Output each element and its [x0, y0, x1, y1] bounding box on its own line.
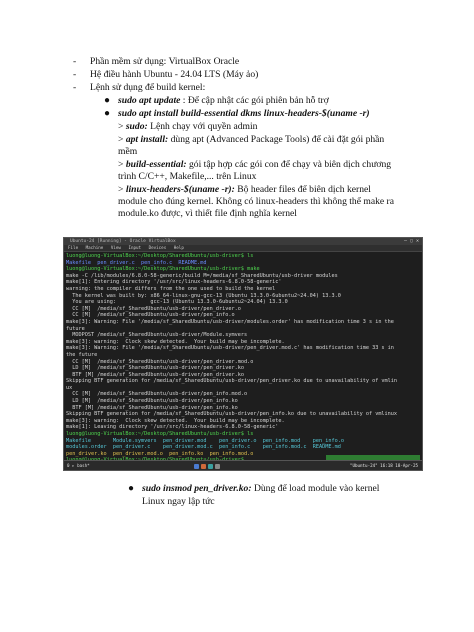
vm-window-titlebar	[64, 238, 422, 245]
terminal-line: make[3]: warning: Clock skew detected. Your build may be incomplete.	[66, 417, 285, 424]
terminal-line: warning: the compiler differs from the one used to build the kernel	[66, 285, 276, 292]
explain-build-essential	[118, 159, 391, 171]
arrow-marker: >	[118, 121, 124, 132]
terminal-line: LD [M] /media/sf_SharedUbuntu/usb-driver/pen_info.ko	[66, 398, 238, 405]
terminal-line: luong@luong-VirtualBox:~/Desktop/SharedUbuntu/usb-driver$ ls	[66, 431, 254, 438]
taskbar-icons	[194, 463, 222, 468]
terminal-line: luong@luong-VirtualBox:~/Desktop/SharedUbuntu/usb-driver$ ls	[66, 253, 254, 259]
explain-linux-headers-cont2: module.ko được, vì thiết file định nghĩa kernel	[118, 208, 297, 219]
terminal-line: make[3]: warning: Clock skew detected. Your build may be incomplete.	[66, 338, 285, 345]
terminal-line: The kernel was built by: x86_64-linux-gnu-gcc-13 (Ubuntu 13.3.0-6ubuntu2~24.04) 13.3.0	[66, 292, 341, 299]
terminal-line: Makefile pen_driver.c pen_info.c README.md	[66, 259, 207, 266]
vm-window-title: Ubuntu-24 [Running] - Oracle VirtualBox	[70, 239, 176, 244]
terminal-line: make -C /lib/modules/6.8.0-58-generic/build M=/media/sf_SharedUbuntu/usb-driver modules	[66, 272, 338, 279]
list-item-os: Hệ điều hành Ubuntu - 24.04 LTS (Máy ảo)	[90, 69, 259, 80]
command-insmod-code: sudo insmod pen_driver.ko:	[142, 483, 252, 494]
command-apt-update	[118, 95, 329, 107]
command-insmod-cont: Linux ngay lập tức	[142, 496, 215, 507]
terminal-screenshot	[63, 237, 423, 471]
tmux-window-label: 0 ▸ bash*	[67, 463, 90, 468]
explain-build-essential-term: build-essential:	[125, 159, 187, 170]
terminal-line: make[3]: Warning: File '/media/sf_SharedUbuntu/usb-driver/pen_driver.mod.c' has modification time 33 s in	[66, 345, 394, 352]
list-dash: -	[73, 69, 77, 80]
app-icon[interactable]	[194, 464, 199, 469]
explain-sudo-term: sudo:	[125, 121, 148, 132]
menu-view[interactable]: View	[110, 245, 121, 250]
explain-sudo	[118, 121, 257, 133]
terminal-line: LD [M] /media/sf_SharedUbuntu/usb-driver/pen_driver.ko	[66, 365, 245, 372]
terminal-line: make[3]: Warning: File '/media/sf_SharedUbuntu/usb-driver/modules.order' has modification time 3 s in the	[66, 318, 394, 325]
terminal-line: modules.order pen_driver.c pen_driver.mod.c pen_info.c pen_info.mod.c README.md	[66, 444, 341, 451]
explain-linux-headers	[118, 184, 371, 196]
tmux-clock: "Ubuntu-24" 16:18 18-Apr-25	[349, 463, 418, 468]
explain-apt-install	[118, 134, 384, 146]
terminal-line: MODPOST /media/sf_SharedUbuntu/usb-driver/Module.symvers	[66, 332, 248, 339]
app-icon[interactable]	[208, 464, 213, 469]
terminal-line: CC [M] /media/sf_SharedUbuntu/usb-driver/pen_info.o	[66, 312, 235, 319]
arrow-marker: >	[118, 159, 124, 170]
explain-linux-headers-text: Bộ header files để biên dịch kernel	[234, 184, 371, 195]
terminal-line: CC [M] /media/sf_SharedUbuntu/usb-driver/pen_info.mod.o	[66, 391, 248, 398]
command-insmod	[142, 483, 379, 495]
window-controls-icon[interactable]: — ▢ ✕	[403, 238, 419, 244]
arrow-marker: >	[118, 134, 124, 145]
terminal-line: ux	[66, 384, 73, 391]
list-dash: -	[73, 82, 77, 93]
terminal-line: You are using: gcc-13 (Ubuntu 13.3.0-6ubuntu2~24.04) 13.3.0	[66, 299, 288, 306]
menu-file[interactable]: File	[68, 245, 79, 250]
terminal-line: Makefile Module.symvers pen_driver.mod pen_driver.o pen_info.mod pen_info.o	[66, 437, 344, 444]
bullet-dot: ●	[128, 483, 135, 494]
list-dash: -	[73, 56, 77, 67]
explain-apt-install-cont: mềm	[118, 146, 138, 157]
list-item-software: Phần mềm sử dụng: VirtualBox Oracle	[90, 56, 240, 67]
explain-build-essential-text: gói tập hợp các gói con để chạy và biên dịch chương	[186, 159, 392, 170]
menu-help[interactable]: Help	[173, 245, 184, 250]
terminal-line: future	[66, 325, 85, 332]
command-apt-update-desc: : Để cập nhật các gói phiên bản hỗ trợ	[180, 95, 329, 106]
explain-build-essential-cont: trình C/C++, Makefile,... trên Linux	[118, 171, 257, 182]
terminal-line: Skipping BTF generation for /media/sf_SharedUbuntu/usb-driver/pen_info.ko due to unavailability of vmlinux	[66, 411, 398, 418]
vm-menubar	[64, 245, 422, 252]
terminal-output	[64, 252, 422, 464]
menu-machine[interactable]: Machine	[85, 245, 104, 250]
bullet-dot: ●	[104, 108, 111, 119]
list-item-build-command: Lệnh sử dụng để build kernel:	[90, 82, 206, 93]
command-apt-update-code: sudo apt update	[118, 95, 181, 106]
app-icon[interactable]	[201, 464, 206, 469]
explain-sudo-text: Lệnh chạy với quyền admin	[147, 121, 258, 132]
terminal-line: Skipping BTF generation for /media/sf_SharedUbuntu/usb-driver/pen_driver.ko due to unavailability of vmlin	[66, 378, 398, 385]
menu-input[interactable]: Input	[128, 245, 142, 250]
terminal-line: BTF [M] /media/sf_SharedUbuntu/usb-driver/pen_driver.ko	[66, 371, 245, 378]
explain-apt-install-text: dùng apt (Advanced Package Tools) để cài đặt gói phần	[168, 134, 385, 145]
terminal-line: pen_driver.ko pen_driver.mod.o pen_info.ko pen_info.mod.o	[66, 450, 254, 457]
terminal-line: CC [M] /media/sf_SharedUbuntu/usb-driver/pen_driver.mod.o	[66, 358, 254, 365]
app-icon[interactable]	[215, 464, 220, 469]
terminal-line: make[1]: Entering directory '/usr/src/linux-headers-6.8.0-58-generic'	[66, 279, 282, 286]
tmux-status-bar	[64, 460, 422, 470]
explain-apt-install-term: apt install:	[125, 134, 169, 145]
explain-linux-headers-cont1: module cho đúng kernel. Không có linux-headers thì không thể make ra	[118, 196, 395, 207]
terminal-line: luong@luong-VirtualBox:~/Desktop/SharedUbuntu/usb-driver$ make	[66, 266, 260, 273]
terminal-line: CC [M] /media/sf_SharedUbuntu/usb-driver/pen_driver.o	[66, 305, 241, 312]
terminal-line: BTF [M] /media/sf_SharedUbuntu/usb-driver/pen_info.ko	[66, 404, 238, 411]
bullet-dot: ●	[104, 95, 111, 106]
arrow-marker: >	[118, 184, 124, 195]
command-apt-install: sudo apt install build-essential dkms linux-headers-$(uname -r)	[118, 108, 370, 119]
terminal-line: the future	[66, 351, 98, 358]
menu-devices[interactable]: Devices	[148, 245, 167, 250]
terminal-line: make[1]: Leaving directory '/usr/src/linux-headers-6.8.0-58-generic'	[66, 424, 279, 431]
command-insmod-desc: Dùng để load module vào kernel	[251, 483, 380, 494]
explain-linux-headers-term: linux-headers-$(uname -r):	[125, 184, 235, 195]
